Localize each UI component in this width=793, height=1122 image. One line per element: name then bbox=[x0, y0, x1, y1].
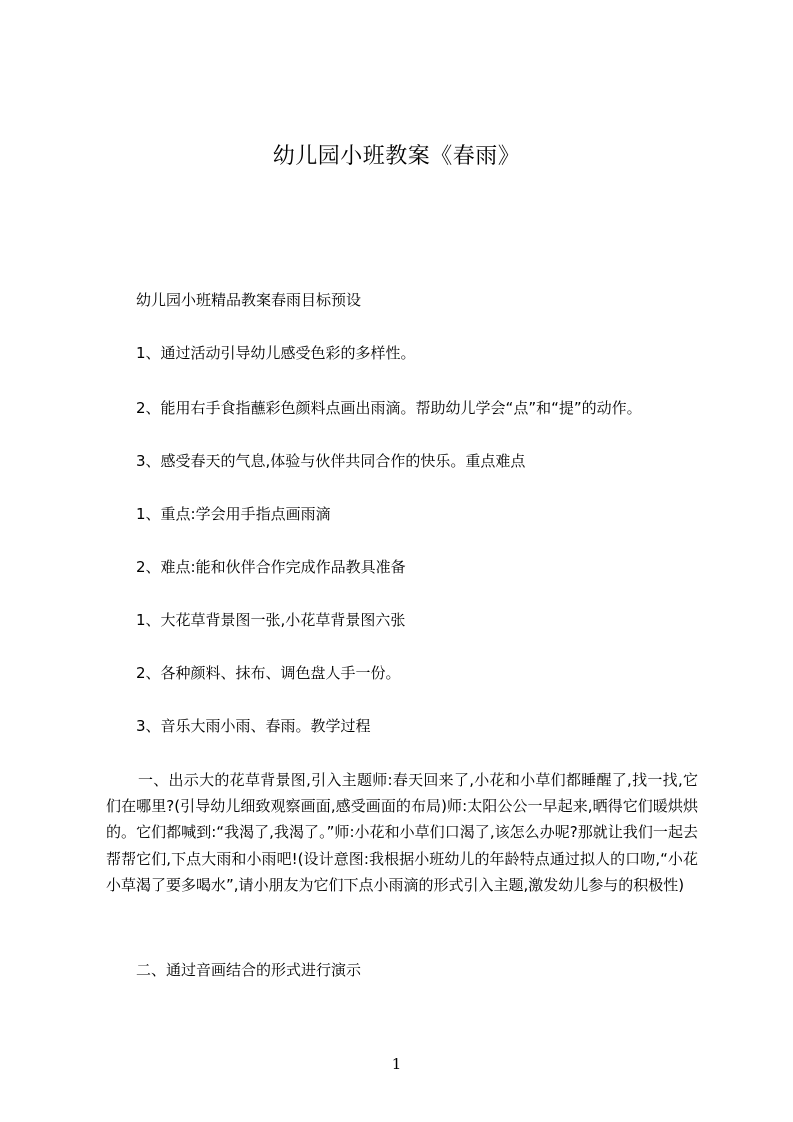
key-point-item-2: 2、难点:能和伙伴合作完成作品教具准备 bbox=[136, 558, 406, 576]
material-item-1: 1、大花草背景图一张,小花草背景图六张 bbox=[136, 611, 406, 629]
document-title: 幼儿园小班教案《春雨》 bbox=[272, 144, 521, 169]
process-paragraph-1: 一、出示大的花草背景图,引入主题师:春天回来了,小花和小草们都睡醒了,找一找,它们在哪里?(引导幼儿细致观察画面,感受画面的布局)师:太阳公公一早起来,晒得它们暖烘烘的。它们都喊到:“我渴了,我渴了。”师:小花和小草们口渴了,该怎么办呢?那就让我们一起去帮帮它们,下点大雨和小雨吧!(设计意图:我根据小班幼儿的年龄特点通过拟人的口吻,“小花小草渴了要多喝水”,请小朋友为它们下点小雨滴的形式引入主题,激发幼儿参与的积极性) bbox=[106, 771, 698, 894]
key-point-item-1: 1、重点:学会用手指点画雨滴 bbox=[136, 505, 331, 523]
subtitle-line: 幼儿园小班精品教案春雨目标预设 bbox=[136, 291, 362, 309]
page-number: 1 bbox=[391, 1055, 402, 1073]
section-heading: 二、通过音画结合的形式进行演示 bbox=[136, 961, 362, 979]
material-item-2: 2、各种颜料、抹布、调色盘人手一份。 bbox=[136, 664, 401, 682]
goal-item-2: 2、能用右手食指蘸彩色颜料点画出雨滴。帮助幼儿学会“点”和“提”的动作。 bbox=[136, 399, 642, 417]
goal-item-1: 1、通过活动引导幼儿感受色彩的多样性。 bbox=[136, 344, 416, 362]
material-item-3: 3、音乐大雨小雨、春雨。教学过程 bbox=[136, 717, 371, 735]
goal-item-3: 3、感受春天的气息,体验与伙伴共同合作的快乐。重点难点 bbox=[136, 452, 526, 470]
